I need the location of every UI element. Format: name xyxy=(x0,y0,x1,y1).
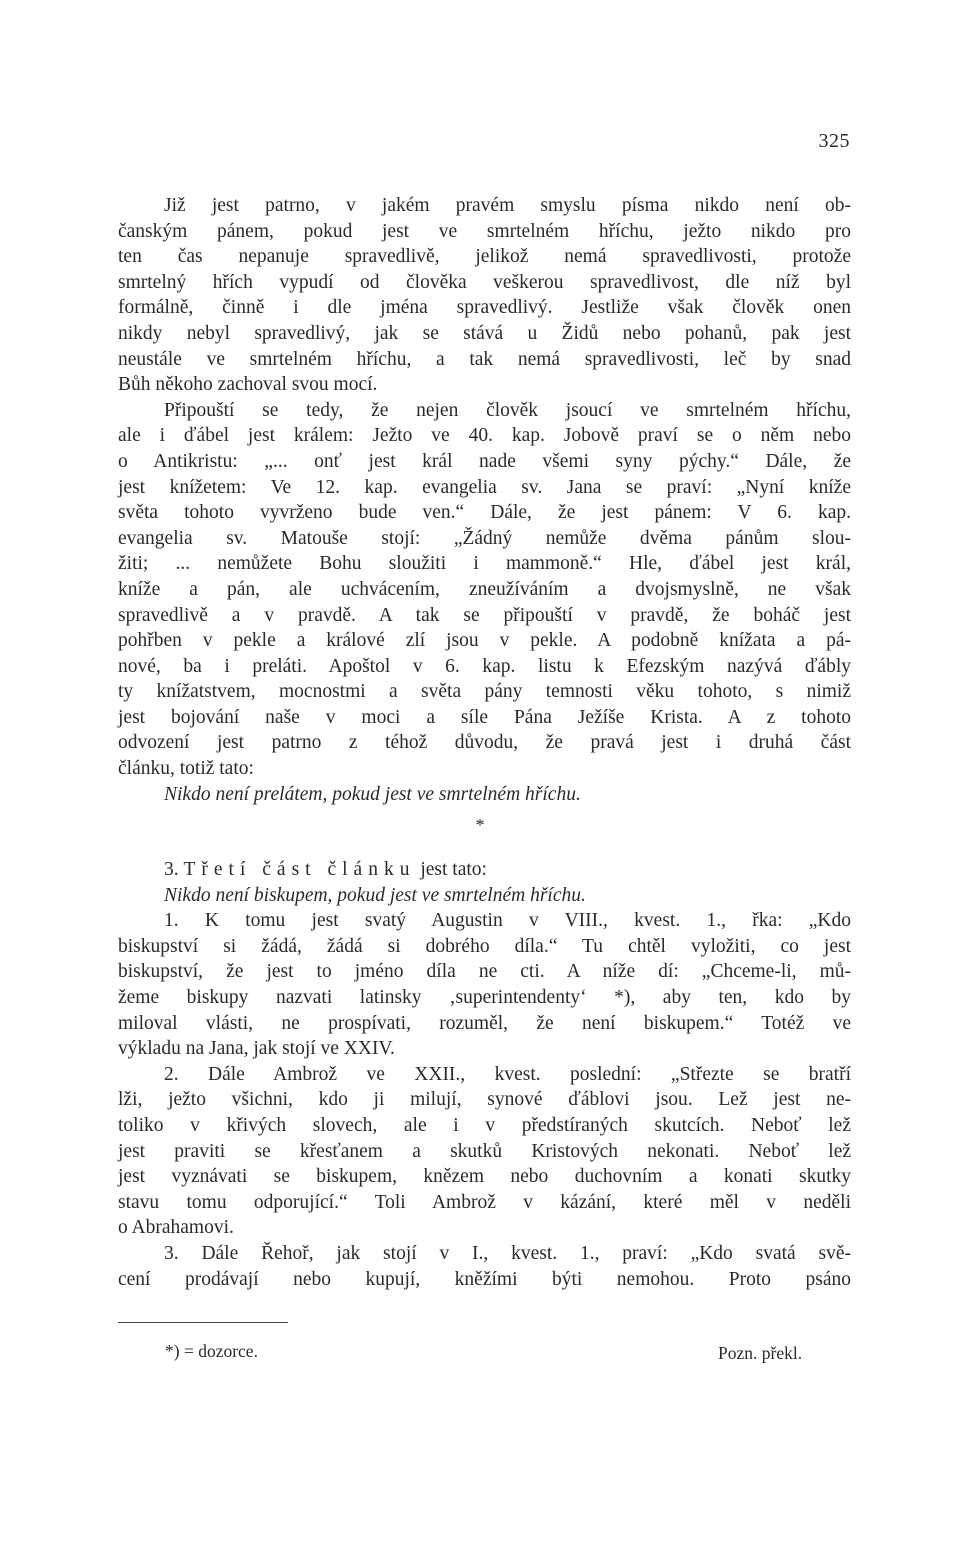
section-three-block xyxy=(118,857,851,1292)
text-line: jest praviti se křesťanem a skutků Kristových nekonati. Neboť lež xyxy=(118,1140,851,1162)
text-line: jest knížetem: Ve 12. kap. evangelia sv. Jana se praví: „Nyní kníže xyxy=(118,476,851,498)
text-line: žeme biskupy nazvati latinsky ‚superintendenty‘ *), aby ten, kdo by xyxy=(118,986,851,1008)
text-line: žiti; ... nemůžete Bohu sloužiti i mammoně.“ Hle, ďábel jest král, xyxy=(118,553,851,575)
text-line: čanským pánem, pokud jest ve smrtelném hříchu, ježto nikdo pro xyxy=(118,220,851,242)
text-line: 3. Dále Řehoř, jak stojí v I., kvest. 1., praví: „Kdo svatá svě- xyxy=(164,1242,851,1264)
text-line: evangelia sv. Matouše stojí: „Žádný nemůže dvěma pánům slou- xyxy=(118,527,851,549)
text-line: nové, ba i preláti. Apoštol v 6. kap. listu k Efezským nazývá ďábly xyxy=(118,655,851,677)
page-number: 325 xyxy=(818,130,850,152)
text-line: neustále ve smrtelném hříchu, a tak nemá spravedlivosti, leč by snad xyxy=(118,348,851,370)
text-line: miloval vlásti, ne prospívati, rozuměl, že není biskupem.“ Totéž ve xyxy=(118,1012,851,1034)
section-heading xyxy=(118,857,851,883)
text-line: stavu tomu odporující.“ Toli Ambrož v kázání, které měl v neděli xyxy=(118,1191,851,1213)
text-line: světa tohoto vyvrženo bude ven.“ Dále, že jest pánem: V 6. kap. xyxy=(118,502,851,524)
heading-number: 3. xyxy=(164,859,179,880)
text-line: pohřben v pekle a králové zlí jsou v pekle. A podobně knížata a pá- xyxy=(118,630,851,652)
text-line: o Antikristu: „... onť jest král nade všemi syny pýchy.“ Dále, že xyxy=(118,450,851,472)
text-line: smrtelný hřích vypudí od člověka veškerou spravedlivost, dle níž byl xyxy=(118,271,851,293)
text-line: formálně, činně i dle jména spravedlivý. Jestliže však člověk onen xyxy=(118,297,851,319)
heading-spaced-text: Třetí část článku xyxy=(183,859,416,880)
text-line: lži, ježto všichni, kdo ji milují, synové ďáblovi jsou. Lež jest ne- xyxy=(118,1089,851,1111)
italic-thesis: Nikdo není biskupem, pokud jest ve smrtelném hříchu. xyxy=(164,884,586,906)
translator-note: Pozn. překl. xyxy=(718,1343,803,1363)
footnote-divider xyxy=(118,1322,288,1323)
text-line: ty knížatstvem, mocnostmi a světa pány temnosti věku tohoto, s nimiž xyxy=(118,681,851,703)
text-line: cení prodávají nebo kupují, kněžími býti nemohou. Proto psáno xyxy=(118,1268,851,1290)
main-text-block xyxy=(118,193,851,807)
text-line: Připouští se tedy, že nejen člověk jsoucí ve smrtelném hříchu, xyxy=(164,399,851,421)
text-line: Bůh někoho zachoval svou mocí. xyxy=(118,374,378,396)
footnote: *) = dozorce. xyxy=(165,1341,258,1361)
text-line: biskupství, že jest to jméno díla ne cti. A níže dí: „Chceme-li, mů- xyxy=(118,961,851,983)
text-line: jest bojování naše v moci a síle Pána Ježíše Krista. A z tohoto xyxy=(118,706,851,728)
text-line: 1. K tomu jest svatý Augustin v VIII., kvest. 1., řka: „Kdo xyxy=(164,910,851,932)
text-line: o Abrahamovi. xyxy=(118,1217,234,1239)
text-line: 2. Dále Ambrož ve XXII., kvest. poslední: „Střezte se bratří xyxy=(164,1063,851,1085)
italic-thesis: Nikdo není prelátem, pokud jest ve smrtelném hříchu. xyxy=(164,783,581,805)
text-line: biskupství si žádá, žádá si dobrého díla.“ Tu chtěl vyložiti, co jest xyxy=(118,935,851,957)
heading-rest: jest tato: xyxy=(420,859,487,880)
text-line: článku, totiž tato: xyxy=(118,758,254,780)
text-line: jest vyznávati se biskupem, knězem nebo duchovním a konati skutky xyxy=(118,1166,851,1188)
text-line: odvození jest patrno z téhož důvodu, že pravá jest i druhá část xyxy=(118,732,851,754)
text-line: výkladu na Jana, jak stojí ve XXIV. xyxy=(118,1038,395,1060)
text-line: ale i ďábel jest králem: Ježto ve 40. kap. Jobově praví se o něm nebo xyxy=(118,425,851,447)
text-line: spravedlivě a v pravdě. A tak se připouští v pravdě, že boháč jest xyxy=(118,604,851,626)
text-line: ten čas nepanuje spravedlivě, jelikož nemá spravedlivosti, protože xyxy=(118,246,851,268)
text-line: kníže a pán, ale uchvácením, zneužíváním a dvojsmyslně, ne však xyxy=(118,578,851,600)
section-separator: * xyxy=(475,815,485,835)
text-line: nikdy nebyl spravedlivý, jak se stává u Židů nebo pohanů, pak jest xyxy=(118,322,851,344)
text-line: Již jest patrno, v jakém pravém smyslu písma nikdo není ob- xyxy=(164,195,851,216)
text-line: toliko v křivých slovech, ale i v předstíraných skutcích. Neboť lež xyxy=(118,1114,851,1136)
